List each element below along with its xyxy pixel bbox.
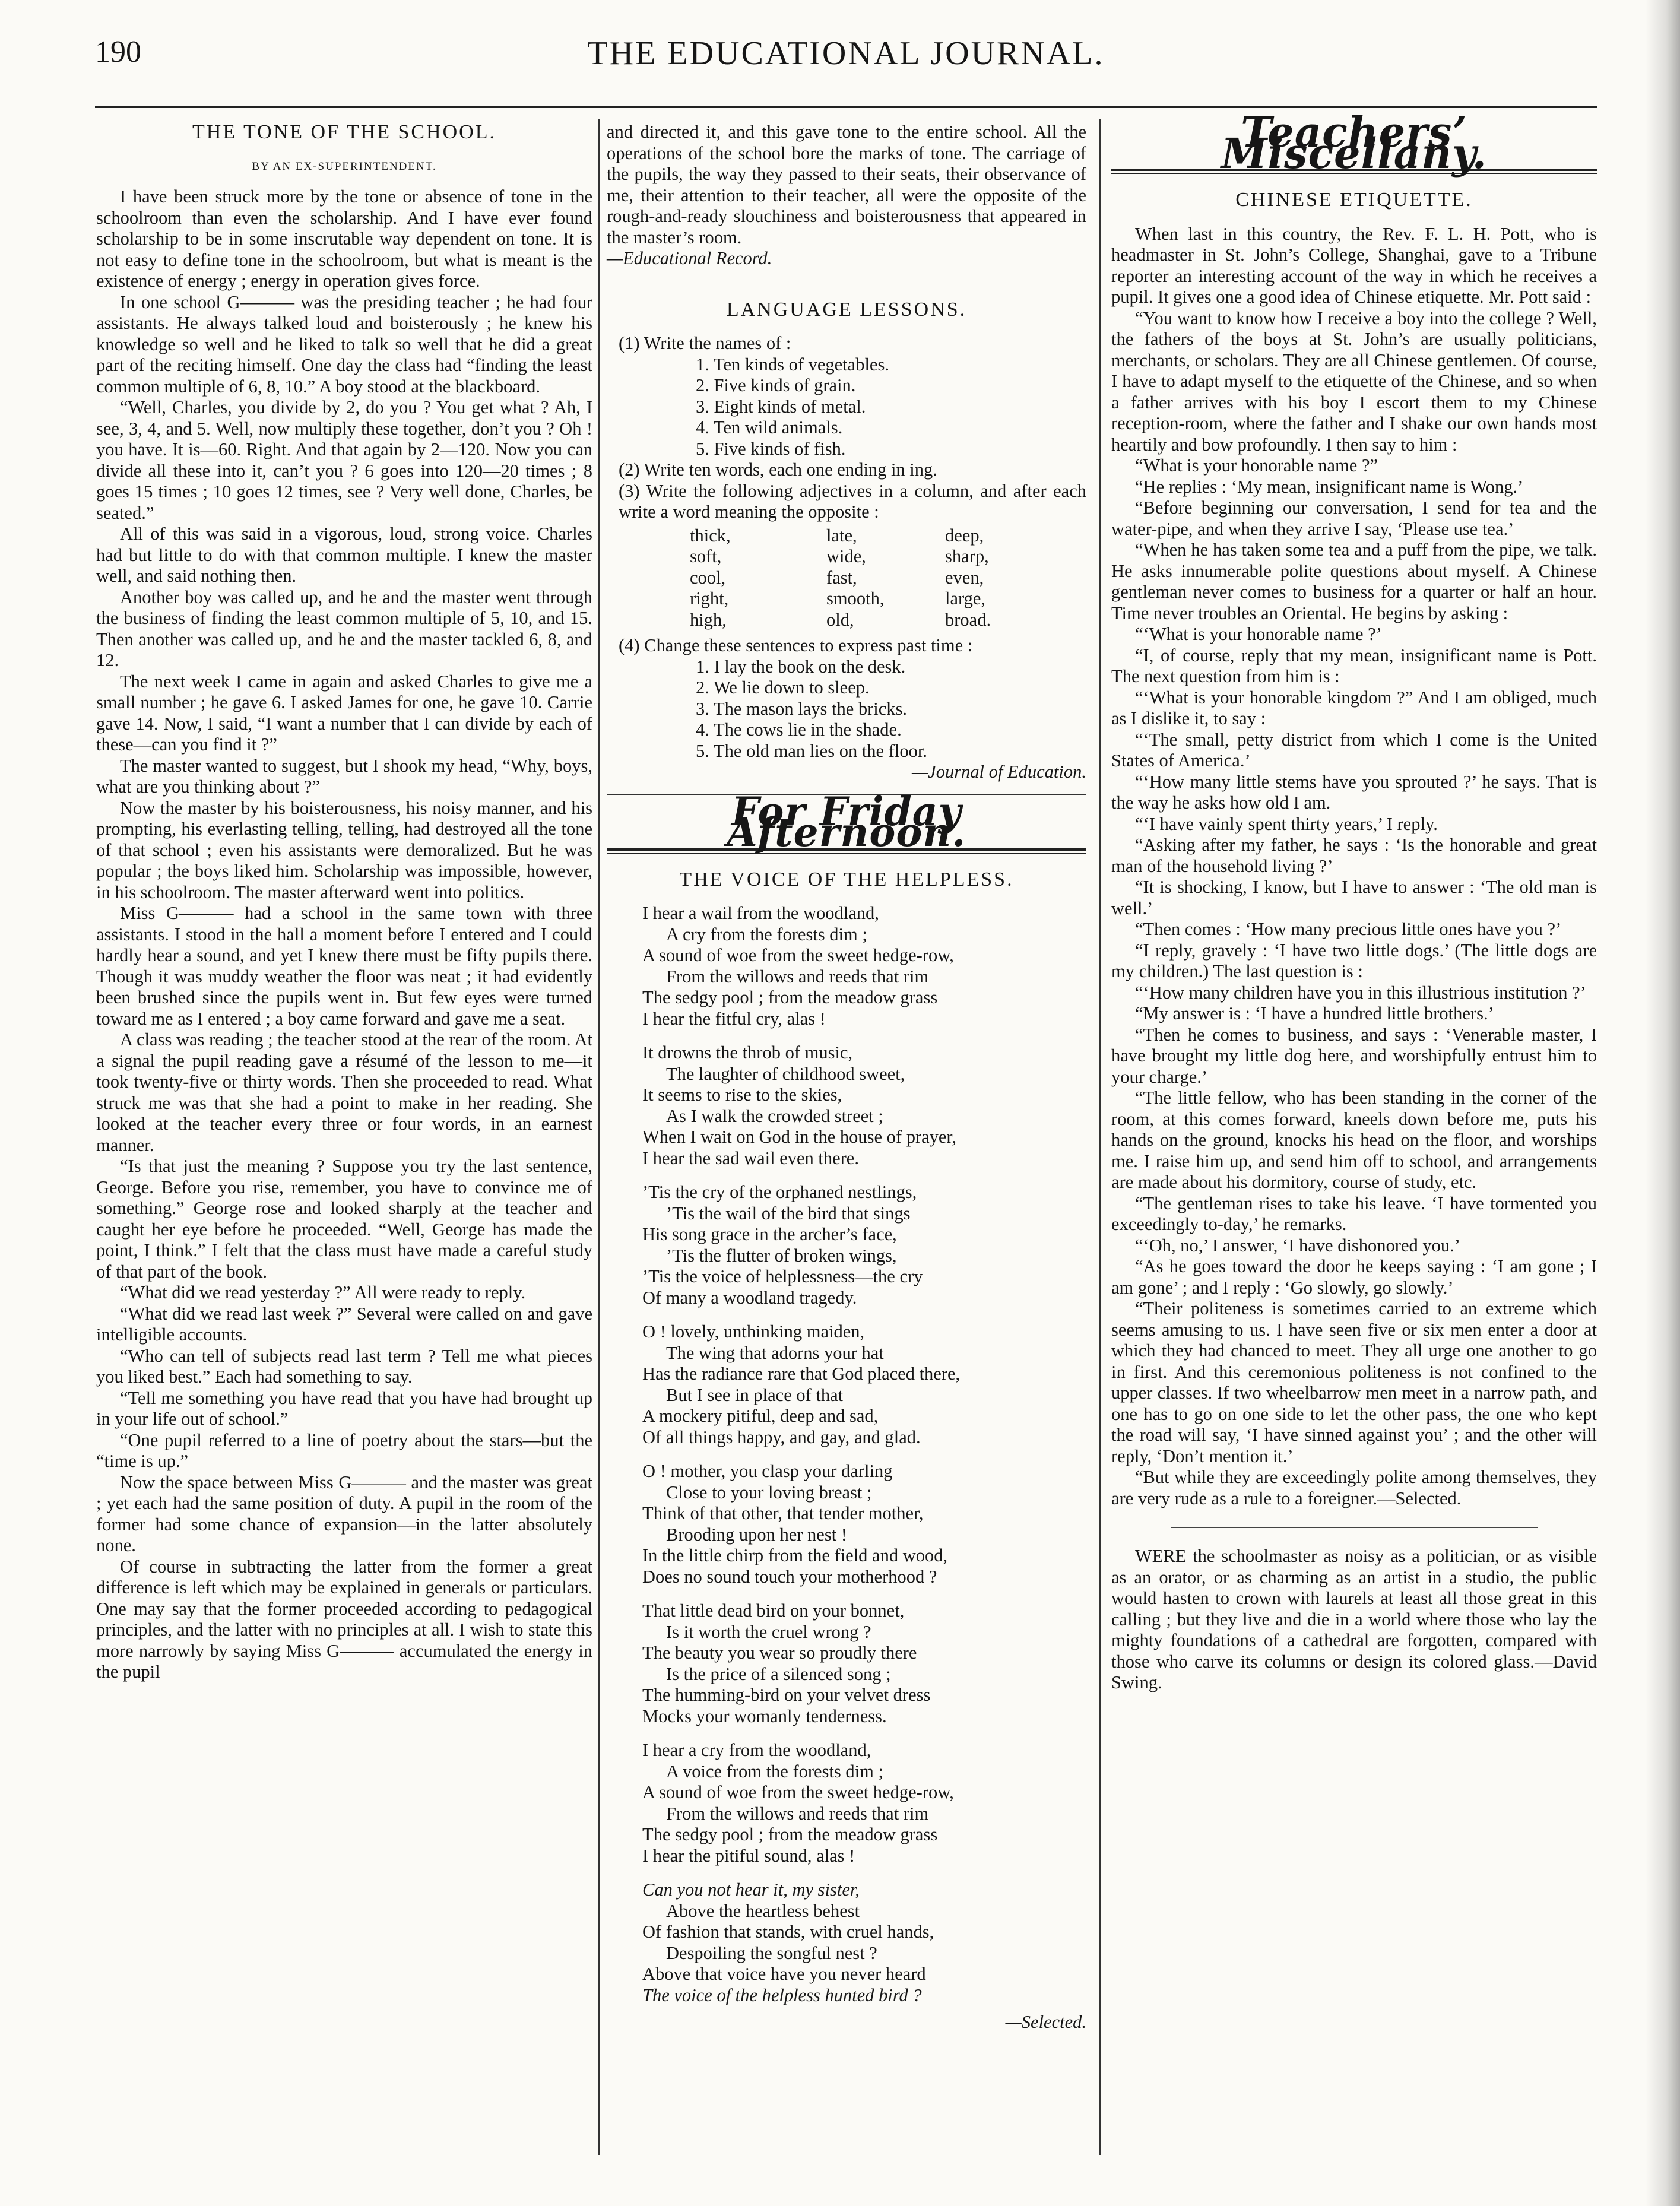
- poem-line: Above the heartless behest: [666, 1900, 860, 1921]
- paragraph: “Who can tell of subjects read last term ? Tell me what pieces you liked best.” Each had something to say.: [96, 1345, 592, 1387]
- list-item: 5. Five kinds of fish.: [696, 438, 846, 459]
- paragraph: In one school G——— was the presiding teacher ; he had four assistants. He always talked loud and boisterously ; he knew his knowledge so well and he liked to talk so well that he did a great part of the reciting himself. One day the class had “finding the least common multiple of 6, 8, 10.” A boy stood at the blackboard.: [96, 291, 592, 397]
- poem-line: Is the price of a silenced song ;: [666, 1663, 891, 1684]
- poem-line: Brooding upon her nest !: [666, 1524, 847, 1545]
- poem-line: Mocks your womanly tenderness.: [642, 1706, 887, 1726]
- list-item: 2. Five kinds of grain.: [696, 375, 856, 395]
- poem-line: Above that voice have you never heard: [642, 1964, 926, 1984]
- poem-line: Does no sound touch your motherhood ?: [642, 1566, 937, 1587]
- poem-line: ’Tis the voice of helplessness—the cry: [642, 1266, 923, 1286]
- poem-line: Despoiling the songful nest ?: [666, 1942, 877, 1963]
- paragraph: “But while they are exceedingly polite among themselves, they are very rude as a rule to a foreigner.—Selected.: [1111, 1467, 1597, 1508]
- paragraph: “What is your honorable name ?”: [1135, 455, 1378, 476]
- paragraph: “You want to know how I receive a boy into the college ? Well, the fathers of the boys at St. John’s are usually politicians, merchants, or scholars. They are all Chinese gentlemen. Of course, I have to adapt myself to the etiquette of the Chinese, and so when a father arrives with his boy I escort them to my Chinese reception-room, where the father and I shake our own hands most heartily and bow profoundly. I then say to him :: [1111, 308, 1597, 455]
- paragraph: I have been struck more by the tone or absence of tone in the schoolroom than even the scholarship. And I have ever found scholarship to be in some inscrutable way dependent on tone. It is not easy to define tone in the schoolroom, but what is meant is the existence of energy ; energy in operation gives force.: [96, 186, 592, 291]
- adjective-word: soft,: [690, 546, 722, 566]
- poem-line: As I walk the crowded street ;: [666, 1105, 883, 1126]
- poem-body: [642, 903, 1086, 2006]
- paragraph: A class was reading ; the teacher stood at the rear of the room. At a signal the pupil reading gave a résumé of the lesson to me—it took twenty-five or thirty words. Then she proceeded to read. What struck me was that she had a point to make in her reading. She looked at the teacher every three or four words, in an earnest manner.: [96, 1029, 592, 1155]
- paragraph: Of course in subtracting the latter from the former a great difference is left which may be explained in generals or particulars. One may say that the former proceeded according to pedagogical principles, and the latter with no principles at all. I wish to state this more narrowly by saying Miss G——— accumulated the energy in the pupil: [96, 1556, 592, 1682]
- list-item: 2. We lie down to sleep.: [696, 677, 870, 698]
- poem-stanza: [642, 1042, 1086, 1169]
- paragraph: “When he has taken some tea and a puff from the pipe, we talk. He asks innumerable polite questions about myself. A Chinese gentleman never comes to business for a quarter or half an hour. Time never troubles an Oriental. He begins by asking :: [1111, 540, 1597, 623]
- poem-line: Close to your loving breast ;: [666, 1482, 872, 1503]
- question-4-list: [607, 657, 1086, 762]
- poem-line: O ! lovely, unthinking maiden,: [642, 1321, 865, 1342]
- paragraph: “Then comes : ‘How many precious little ones have you ?’: [1135, 919, 1562, 939]
- question-3: (3) Write the following adjectives in a column, and after each write a word meaning the opposite :: [619, 480, 1086, 522]
- adjective-word: high,: [690, 609, 727, 630]
- journal-title: THE EDUCATIONAL JOURNAL.: [587, 35, 1105, 72]
- teachers-miscellany-heading: Teachers’ Miscellany.: [1221, 107, 1488, 178]
- paragraph: “‘Oh, no,’ I answer, ‘I have dishonored you.’: [1135, 1235, 1460, 1256]
- poem-line: The sedgy pool ; from the meadow grass: [642, 1824, 938, 1844]
- paragraph: “‘I have vainly spent thirty years,’ I reply.: [1135, 813, 1438, 834]
- adjective-grid: [607, 525, 1086, 631]
- poem-line: It seems to rise to the skies,: [642, 1085, 842, 1105]
- paragraph: “Their politeness is sometimes carried to an extreme which seems amusing to us. I have seen five or six men enter a door at which they had chanced to meet. They all urge one another to go in first. And this ceremonious politeness is not confined to the upper classes. If two wheelbarrow men meet in a narrow path, and one has to go on one side to let the other pass, the one who kept the road will say, ‘I have sinned against you’ ; and the other will reply, ‘Don’t mention it.’: [1111, 1298, 1597, 1466]
- paragraph: The next week I came in again and asked Charles to give me a small number ; he gave 6. I asked James for one, he gave 10. Carrie gave 14. Now, I said, “I want a number that I can divide by each of these—can you find it ?”: [96, 671, 592, 755]
- poem-line: Of all things happy, and gay, and glad.: [642, 1427, 921, 1447]
- poem-line: Has the radiance rare that God placed there,: [642, 1364, 961, 1384]
- poem-line: Of fashion that stands, with cruel hands,: [642, 1922, 934, 1942]
- poem-line: I hear the sad wail even there.: [642, 1148, 859, 1168]
- paragraph: “The little fellow, who has been standing in the corner of the room, at this comes forward, kneels down before me, puts his hands on the ground, knocks his head on the floor, and worships me. I raise him up, and send him off to school, and arrangements are made about his dormitory, course of study, etc.: [1111, 1088, 1597, 1192]
- poem-line: Of many a woodland tragedy.: [642, 1287, 857, 1308]
- poem-line: I hear the pitiful sound, alas !: [642, 1845, 855, 1866]
- paragraph: “One pupil referred to a line of poetry about the stars—but the “time is up.”: [96, 1430, 592, 1471]
- column-divider: [598, 119, 600, 2155]
- list-item: 1. Ten kinds of vegetables.: [696, 354, 889, 375]
- paragraph: “He replies : ‘My mean, insignificant name is Wong.’: [1135, 476, 1524, 497]
- poem-line: The beauty you wear so proudly there: [642, 1643, 917, 1663]
- poem-line: A mockery pitiful, deep and sad,: [642, 1406, 879, 1426]
- poem-line: When I wait on God in the house of prayer,: [642, 1127, 956, 1147]
- chinese-etiquette-title: CHINESE ETIQUETTE.: [1235, 189, 1473, 211]
- question-1: (1) Write the names of :: [619, 333, 791, 353]
- paragraph: “Tell me something you have read that you have had brought up in your life out of school.”: [96, 1387, 592, 1429]
- adjective-word: fast,: [826, 567, 857, 588]
- poem-line: O ! mother, you clasp your darling: [642, 1461, 893, 1481]
- poem-line: ’Tis the flutter of broken wings,: [666, 1245, 897, 1266]
- list-item: 4. The cows lie in the shade.: [696, 720, 902, 740]
- adjective-word: even,: [945, 567, 984, 588]
- poem-stanza: [642, 1879, 1086, 2006]
- adjective-word: late,: [826, 525, 857, 546]
- poem-line: I hear a wail from the woodland,: [642, 903, 879, 923]
- poem-stanza: [642, 1600, 1086, 1727]
- adjective-word: smooth,: [826, 588, 885, 608]
- paragraph: All of this was said in a vigorous, loud, strong voice. Charles had but little to do with that common multiple. I knew the master well, and said nothing then.: [96, 524, 592, 586]
- column-divider: [1099, 119, 1101, 2155]
- paragraph: When last in this country, the Rev. F. L. H. Pott, who is headmaster in St. John’s College, Shanghai, gave to a Tribune reporter an interesting account of the way in which he receives a pupil. It gives one a good idea of Chinese etiquette. Mr. Pott said :: [1111, 223, 1597, 307]
- adjective-word: cool,: [690, 567, 726, 588]
- page-header: [95, 34, 1597, 76]
- friday-afternoon-heading: For Friday Afternoon.: [727, 788, 966, 855]
- poem-line: His song grace in the archer’s face,: [642, 1224, 897, 1244]
- separator-rule: [1171, 1527, 1538, 1528]
- adjective-word: right,: [690, 588, 729, 608]
- poem-line: The wing that adorns your hat: [666, 1342, 884, 1363]
- paragraph: “I, of course, reply that my mean, insignificant name is Pott. The next question from him is :: [1111, 645, 1597, 686]
- paragraph: “Then he comes to business, and says : ‘Venerable master, I have brought my little dog here, and worshipfully entrust him to your charge.’: [1111, 1024, 1597, 1087]
- list-item: 5. The old man lies on the floor.: [696, 740, 927, 761]
- poem-line: From the willows and reeds that rim: [666, 966, 929, 987]
- paragraph: “What did we read yesterday ?” All were ready to reply.: [120, 1282, 526, 1302]
- paragraph: “‘How many children have you in this illustrious institution ?’: [1135, 982, 1586, 1003]
- article-body: [96, 186, 592, 1683]
- paragraph: Now the space between Miss G——— and the master was great ; yet each had the same position of duty. A pupil in the room of the former had some chance of expansion—in the latter absolutely none.: [96, 1472, 592, 1555]
- chinese-etiquette-body: [1111, 224, 1597, 1510]
- poem-line: It drowns the throb of music,: [642, 1042, 853, 1063]
- poem-line: Think of that other, that tender mother,: [642, 1503, 924, 1523]
- paragraph: “‘What is your honorable name ?’: [1135, 624, 1382, 644]
- page-number: 190: [95, 35, 141, 69]
- list-item: 4. Ten wild animals.: [696, 417, 843, 438]
- poem-line: In the little chirp from the field and wood,: [642, 1545, 948, 1565]
- byline: BY AN EX-SUPERINTENDENT.: [252, 160, 437, 173]
- paragraph: “My answer is : ‘I have a hundred little brothers.’: [1135, 1003, 1494, 1023]
- paragraph: “As he goes toward the door he keeps saying : ‘I am gone ; I am gone’ ; and I reply : ‘Go slowly, go slowly.’: [1111, 1256, 1597, 1298]
- poem-line: I hear a cry from the woodland,: [642, 1740, 871, 1760]
- article-source: —Educational Record.: [607, 248, 772, 268]
- paragraph: “Well, Charles, you divide by 2, do you ? You get what ? Ah, I see, 3, 4, and 5. Well, now multiply these together, don’t you ? Oh ! you have. It is—60. Right. And that again by 2—120. Now you can divide all these into it, can’t you ? 6 goes into 120—20 times ; 8 goes 15 times ; 10 goes 12 times, see ? Very well done, Charles, be seated.”: [96, 397, 592, 523]
- closing-paragraph: WERE the schoolmaster as noisy as a politician, or as visible as an orator, or as charming as an artist in a studio, the public would hasten to crown with laurels at least all those great in this calling ; but they live and die in a world where those who lay the mighty foundations of a cathedral are forgotten, compared with those who carve its columns or design its colored glass.—David Swing.: [1111, 1546, 1597, 1692]
- paragraph: “Before beginning our conversation, I send for tea and the water-pipe, and when they arrive I say, ‘Please use tea.’: [1111, 497, 1597, 539]
- paragraph: The master wanted to suggest, but I shook my head, “Why, boys, what are you thinking about ?”: [96, 755, 592, 797]
- poem-line: The sedgy pool ; from the meadow grass: [642, 987, 938, 1007]
- question-4: (4) Change these sentences to express past time :: [619, 635, 973, 655]
- paragraph: “Is that just the meaning ? Suppose you try the last sentence, George. Before you rise, remember, you have to convince me of something.” George rose and looked sharply at the teacher and caught her eye before he proceeded. “Well, George has made the point, I think.” I felt that the class must have made a careful study of that part of the book.: [96, 1156, 592, 1282]
- poem-line: A sound of woe from the sweet hedge-row,: [642, 1782, 954, 1802]
- article-title: THE TONE OF THE SCHOOL.: [192, 121, 496, 143]
- paragraph: Miss G——— had a school in the same town with three assistants. I stood in the hall a moment before I entered and I could hardly hear a sound, and yet I knew there must be fifty pupils there. Though it was muddy weather the floor was neat ; it had evidently been brushed since the pupils went in. But few eyes were turned toward me as I entered ; a boy came forward and gave me a seat.: [96, 903, 592, 1029]
- poem-stanza: [642, 1461, 1086, 1587]
- adjective-word: wide,: [826, 546, 866, 566]
- paragraph: “What did we read last week ?” Several were called on and gave intelligible accounts.: [96, 1303, 592, 1345]
- poem-source: —Selected.: [1005, 2012, 1086, 2032]
- poem-line: I hear the fitful cry, alas !: [642, 1008, 826, 1029]
- adjective-word: sharp,: [945, 546, 989, 566]
- list-item: 1. I lay the book on the desk.: [696, 656, 906, 677]
- paragraph: Now the master by his boisterousness, his noisy manner, and his prompting, his everlasting telling, telling, had destroyed all the tone of that school ; even his assistants were demoralized. But he was popular ; the boys liked him. Scholarship was impossible, however, in his schoolroom. The master afterward went into politics.: [96, 797, 592, 902]
- poem-line: But I see in place of that: [666, 1384, 844, 1405]
- column-1: [96, 122, 592, 1683]
- language-lessons-title: LANGUAGE LESSONS.: [726, 298, 967, 321]
- poem-line: A cry from the forests dim ;: [666, 924, 867, 944]
- poem-line: Can you not hear it, my sister,: [642, 1879, 860, 1900]
- column-2: [607, 122, 1086, 2033]
- list-item: 3. The mason lays the bricks.: [696, 698, 908, 719]
- poem-line: ’Tis the cry of the orphaned nestlings,: [642, 1182, 917, 1202]
- poem-line: The humming-bird on your velvet dress: [642, 1685, 931, 1705]
- language-source: —Journal of Education.: [912, 762, 1086, 782]
- column-3: [1111, 107, 1597, 1694]
- paragraph: “Asking after my father, he says : ‘Is the honorable and great man of the household living ?’: [1111, 835, 1597, 876]
- paragraph: “I reply, gravely : ‘I have two little dogs.’ (The little dogs are my children.) The last question is :: [1111, 940, 1597, 981]
- paragraph: “The gentleman rises to take his leave. ‘I have tormented you exceedingly to-day,’ he remarks.: [1111, 1193, 1597, 1234]
- poem-line: The laughter of childhood sweet,: [666, 1063, 905, 1084]
- adjective-word: old,: [826, 609, 854, 630]
- list-item: 3. Eight kinds of metal.: [696, 396, 866, 417]
- poem-stanza: [642, 903, 1086, 1029]
- adjective-word: deep,: [945, 525, 984, 546]
- paragraph: “‘How many little stems have you sprouted ?’ he says. That is the way he asks how old I am.: [1111, 771, 1597, 813]
- article-continuation: and directed it, and this gave tone to the entire school. All the operations of the school bore the marks of tone. The carriage of the pupils, the way they passed to their seats, their observance of me, their attention to their teacher, all were the opposite of the rough-and-ready slouchiness and boisterousness that appeared in the master’s room.: [607, 122, 1086, 248]
- poem-line: That little dead bird on your bonnet,: [642, 1600, 905, 1621]
- adjective-word: large,: [945, 588, 986, 608]
- paragraph: “‘What is your honorable kingdom ?” And I am obliged, much as I dislike it, to say :: [1111, 687, 1597, 728]
- poem-stanza: [642, 1740, 1086, 1866]
- question-2: (2) Write ten words, each one ending in ing.: [619, 459, 937, 480]
- poem-line: The voice of the helpless hunted bird ?: [642, 1985, 922, 2005]
- poem-stanza: [642, 1321, 1086, 1448]
- paragraph: “It is shocking, I know, but I have to answer : ‘The old man is well.’: [1111, 877, 1597, 918]
- adjective-word: broad.: [945, 609, 991, 630]
- paragraph: “‘The small, petty district from which I come is the United States of America.’: [1111, 729, 1597, 771]
- adjective-word: thick,: [690, 525, 731, 546]
- poem-title: THE VOICE OF THE HELPLESS.: [679, 868, 1014, 890]
- question-1-list: [607, 354, 1086, 460]
- poem-line: ’Tis the wail of the bird that sings: [666, 1203, 911, 1224]
- poem-line: From the willows and reeds that rim: [666, 1803, 929, 1824]
- poem-line: A sound of woe from the sweet hedge-row,: [642, 945, 954, 965]
- poem-line: Is it worth the cruel wrong ?: [666, 1621, 871, 1642]
- poem-line: A voice from the forests dim ;: [666, 1761, 883, 1782]
- paragraph: Another boy was called up, and he and the master went through the business of finding the least common multiple of 5, 10, and 15. Then another was called up, and he and the master tackled 6, 8, and 12.: [96, 587, 592, 670]
- poem-stanza: [642, 1182, 1086, 1308]
- page-edge-shadow: [1646, 0, 1680, 2206]
